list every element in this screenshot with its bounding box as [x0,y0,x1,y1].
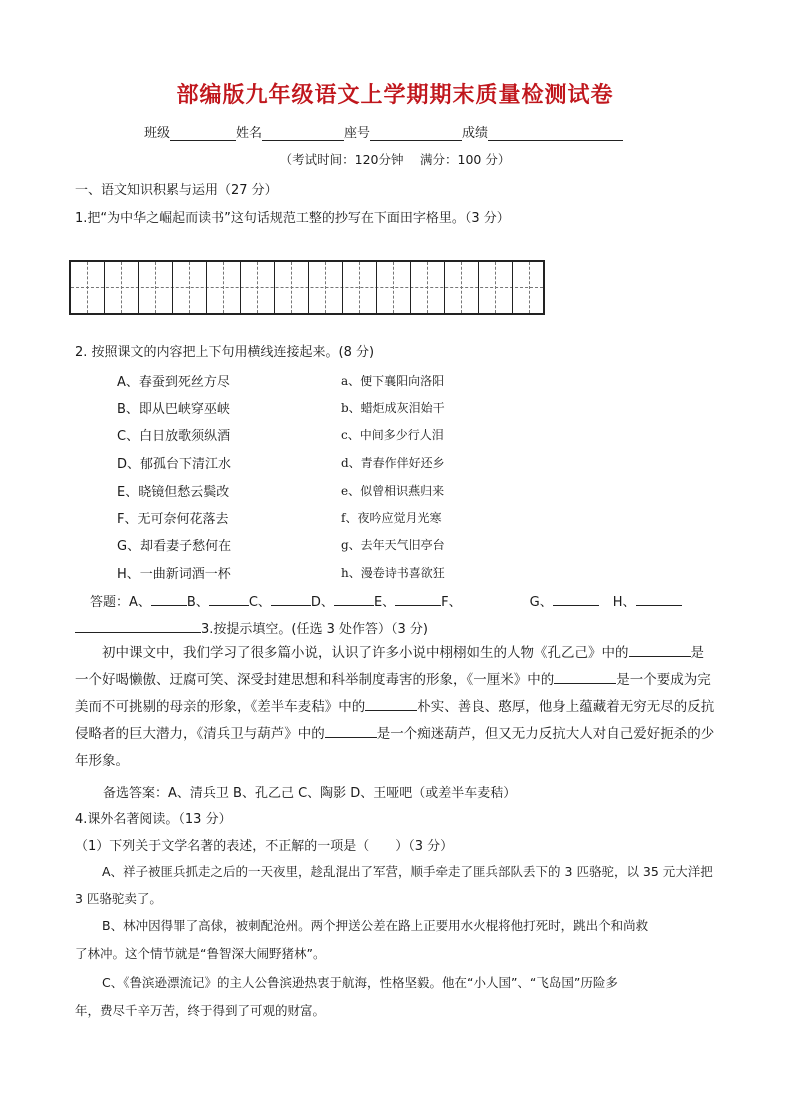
option-b-line-1: B、林冲因得罪了高俅，被刺配沧州。两个押送公差在路上正要用水火棍将他打死时，跳出个和尚救 [102,918,649,933]
question-2: 2. 按照课文的内容把上下句用横线连接起来。(8 分) [75,345,375,360]
match-left-e: E、晓镜但愁云鬓改 [117,485,230,500]
match-right-d: d、青春作伴好还乡 [341,456,445,470]
match-left-f: F、无可奈何花落去 [117,512,229,527]
match-right-e: e、似曾相识燕归来 [341,484,445,498]
seat-label: 座号 [344,126,371,141]
section-1-heading: 一、语文知识积累与运用（27 分） [75,183,278,198]
score-field[interactable] [488,126,623,141]
class-field[interactable] [170,126,236,141]
question-4-heading: 4.课外名著阅读。（13 分） [75,812,232,827]
option-a: A、祥子被匪兵抓走之后的一天夜里，趁乱混出了军营，顺手牵走了匪兵部队丢下的 3 匹骆驼，以 35 元大洋把 3 匹骆驼卖了。 [75,864,713,906]
question-4-sub-1: （1）下列关于文学名著的表述，不正解的一项是（ ）（3 分） [75,839,454,854]
answer-blank-g[interactable] [553,591,599,606]
student-info-line [144,122,623,141]
name-label: 姓名 [236,126,263,141]
class-label: 班级 [144,126,171,141]
option-c-line-2: 年，费尽千辛万苦，终于得到了可观的财富。 [75,1003,326,1018]
seat-field[interactable] [370,126,462,141]
match-right-f: f、夜吟应觉月光寒 [341,511,442,525]
score-label: 成绩 [462,126,489,141]
name-field[interactable] [262,126,344,141]
match-right-c: c、中间多少行人泪 [341,428,444,442]
match-left-a: A、春蚕到死丝方尽 [117,375,230,390]
option-b-line-2: 了林冲。这个情节就是“鲁智深大闹野猪林”。 [75,946,326,961]
answer-line: 答题：A、 B、 C、 D、 E、 F、 G、 H、 [90,591,682,610]
question-3-heading: 3.按提示填空。(任选 3 处作答）（3 分) [75,618,428,637]
match-right-g: g、去年天气旧亭台 [341,538,445,552]
match-left-b: B、即从巴峡穿巫峡 [117,402,230,417]
blank-qingbingwei[interactable] [325,723,377,738]
tianzige-grid[interactable] [69,260,545,315]
answer-blank-e[interactable] [395,591,441,606]
match-right-h: h、漫卷诗书喜欲狂 [341,566,445,580]
blank-chabanche[interactable] [365,696,417,711]
match-left-d: D、郁孤台下清江水 [117,457,232,472]
match-left-h: H、一曲新词酒一杯 [117,567,231,582]
answer-blank-a[interactable] [151,591,187,606]
blank-yilimi[interactable] [554,669,616,684]
exam-info: （考试时间：120分钟 满分：100 分） [279,152,511,167]
answer-blank-b[interactable] [209,591,249,606]
answer-blank-c[interactable] [271,591,311,606]
option-c-line-1: C、《鲁滨逊漂流记》的主人公鲁滨逊热衷于航海，性格坚毅。他在“小人国”、“飞岛国”历险多 [102,975,618,990]
match-left-c: C、白日放歌须纵酒 [117,429,231,444]
page-title: 部编版九年级语文上学期期末质量检测试卷 [176,83,614,108]
match-right-b: b、蜡炬成灰泪始干 [341,401,445,415]
answer-blank-d[interactable] [334,591,374,606]
question-3-options: 备选答案：A、清兵卫 B、孔乙己 C、陶影 D、王哑吧（或差半车麦秸） [103,786,517,801]
question-1: 1.把“为中华之崛起而读书”这句话规范工整的抄写在下面田字格里。（3 分） [75,211,510,226]
match-left-g: G、却看妻子愁何在 [117,539,232,554]
blank-kongyiji[interactable] [629,642,691,657]
match-right-a: a、便下襄阳向洛阳 [341,374,445,388]
question-3-body: 初中课文中，我们学习了很多篇小说，认识了许多小说中栩栩如生的人物《孔乙己》中的 是一个好喝懒傲、迂腐可笑、深受封建思想和科举制度毒害的形象，《一厘米》中的 是一个要成为完美而不可挑剔的母亲的形象，《差半车麦秸》中的 朴实、善良、憨厚，他身上蕴藏着无穷无尽的反抗侵略者的巨大潜力，《清兵卫与葫芦》中的 是一个痴迷葫芦，但又无力反抗大人对自己爱好扼杀的少年形象。 [75,640,717,775]
answer-blank-h-cont[interactable] [75,618,201,633]
answer-label: 答题： [90,595,130,610]
answer-blank-h[interactable] [636,591,682,606]
